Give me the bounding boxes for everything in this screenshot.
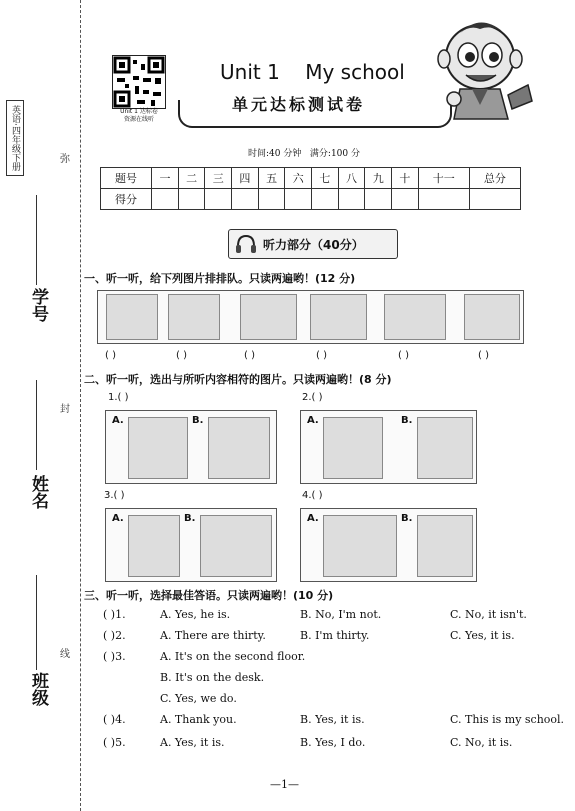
score-cell[interactable] <box>205 189 232 210</box>
q2-item-2-picture-a <box>323 417 383 479</box>
q3-item-1-option-a[interactable]: A. Yes, he is. <box>160 608 231 621</box>
score-cell[interactable] <box>232 189 259 210</box>
class-line[interactable] <box>36 575 37 670</box>
page-subtitle: 单元达标测试卷 <box>232 95 366 114</box>
q1-blank-2[interactable]: ( ) <box>176 350 187 361</box>
q3-item-1-option-b[interactable]: B. No, I'm not. <box>300 608 382 621</box>
score-cell[interactable] <box>365 189 392 210</box>
q2-item-1-option-a[interactable]: A. <box>112 415 124 426</box>
q3-item-2-option-c[interactable]: C. Yes, it is. <box>450 629 515 642</box>
q3-item-1-option-c[interactable]: C. No, it isn't. <box>450 608 527 621</box>
score-header-cell: 十一 <box>418 168 469 189</box>
q2-item-4-number[interactable]: 4.( ) <box>302 490 323 501</box>
q3-item-4-option-a[interactable]: A. Thank you. <box>160 713 237 726</box>
q2-item-1-number[interactable]: 1.( ) <box>108 392 129 403</box>
q2-item-1-picture-b <box>208 417 270 479</box>
page-number: —1— <box>270 778 299 791</box>
q2-item-2-option-a[interactable]: A. <box>307 415 319 426</box>
score-header-cell: 十 <box>392 168 419 189</box>
q3-heading: 三、听一听，选择最佳答语。只读两遍哟！(10 分) <box>84 589 334 602</box>
q2-item-3-pictures <box>105 508 277 582</box>
q2-item-2-pictures <box>300 410 477 484</box>
binding-strip <box>0 0 95 811</box>
student-id-line[interactable] <box>36 195 37 285</box>
score-cell[interactable] <box>285 189 312 210</box>
q2-item-4-picture-b <box>417 515 473 577</box>
q2-heading: 二、听一听，选出与所听内容相符的图片。只读两遍哟！(8 分) <box>84 373 392 386</box>
q3-item-4-number[interactable]: ( )4. <box>103 713 126 726</box>
table-row <box>101 168 521 189</box>
qr-note <box>108 108 170 124</box>
score-header-cell: 二 <box>178 168 205 189</box>
score-cell[interactable] <box>418 189 469 210</box>
q1-picture-5 <box>384 294 446 340</box>
q1-blank-4[interactable]: ( ) <box>316 350 327 361</box>
q2-item-3-picture-b <box>200 515 272 577</box>
q3-item-2-number[interactable]: ( )2. <box>103 629 126 642</box>
q2-item-4-pictures <box>300 508 477 582</box>
headphones-icon <box>235 234 257 254</box>
q3-item-2-option-a[interactable]: A. There are thirty. <box>160 629 266 642</box>
table-row <box>101 189 521 210</box>
q3-item-2-option-b[interactable]: B. I'm thirty. <box>300 629 370 642</box>
mascot-illustration <box>430 15 540 125</box>
q2-item-3-picture-a <box>128 515 180 577</box>
q1-blank-6[interactable]: ( ) <box>478 350 489 361</box>
q3-item-5-option-c[interactable]: C. No, it is. <box>450 736 513 749</box>
q2-item-2-option-b[interactable]: B. <box>401 415 413 426</box>
class-label: 班级 <box>28 672 48 706</box>
score-header-cell: 题号 <box>101 168 152 189</box>
q2-item-4-picture-a <box>323 515 397 577</box>
q2-item-1-picture-a <box>128 417 188 479</box>
q1-heading: 一、听一听，给下列图片排排队。只读两遍哟！(12 分) <box>84 272 356 285</box>
subject-tag: 英语·四年级下册 <box>6 100 24 176</box>
q1-blank-5[interactable]: ( ) <box>398 350 409 361</box>
q2-item-1-pictures <box>105 410 277 484</box>
score-row-label: 得分 <box>101 189 152 210</box>
qr-note-text: Unit 1 达标卷 资源在线听 <box>120 108 158 123</box>
q1-picture-2 <box>168 294 220 340</box>
score-cell[interactable] <box>312 189 339 210</box>
qr-code-icon <box>113 56 165 108</box>
student-id-label: 学号 <box>28 288 48 322</box>
score-cell[interactable] <box>469 189 520 210</box>
score-header-cell: 三 <box>205 168 232 189</box>
q1-blank-1[interactable]: ( ) <box>105 350 116 361</box>
section-banner-text: 听力部分（40分） <box>263 238 364 252</box>
seal-char-3: 线 <box>60 649 70 660</box>
score-cell[interactable] <box>258 189 285 210</box>
q3-item-3-option-b[interactable]: B. It's on the desk. <box>160 671 265 684</box>
q3-item-4-option-c[interactable]: C. This is my school. <box>450 713 565 726</box>
listening-section-banner <box>228 229 398 259</box>
q2-item-2-number[interactable]: 2.( ) <box>302 392 323 403</box>
q2-item-3-option-b[interactable]: B. <box>184 513 196 524</box>
name-line[interactable] <box>36 380 37 470</box>
score-header-cell: 四 <box>232 168 259 189</box>
q1-picture-strip <box>97 290 524 344</box>
q1-picture-1 <box>106 294 158 340</box>
exam-info: 时间:40 分钟 满分:100 分 <box>248 149 360 159</box>
q2-item-4-option-b[interactable]: B. <box>401 513 413 524</box>
score-cell[interactable] <box>178 189 205 210</box>
page-title: Unit 1 My school <box>220 60 405 84</box>
score-cell[interactable] <box>338 189 365 210</box>
score-header-cell: 总分 <box>469 168 520 189</box>
seal-char-1: 弥 <box>60 154 70 165</box>
q3-item-3-number[interactable]: ( )3. <box>103 650 126 663</box>
score-header-cell: 五 <box>258 168 285 189</box>
qr-code[interactable] <box>112 55 166 109</box>
q3-item-4-option-b[interactable]: B. Yes, it is. <box>300 713 365 726</box>
seal-dashed-line <box>80 0 81 811</box>
q1-picture-4 <box>310 294 367 340</box>
q3-item-5-option-b[interactable]: B. Yes, I do. <box>300 736 366 749</box>
q3-item-5-option-a[interactable]: A. Yes, it is. <box>160 736 225 749</box>
q2-item-4-option-a[interactable]: A. <box>307 513 319 524</box>
score-header-cell: 一 <box>152 168 179 189</box>
name-label: 姓名 <box>28 475 48 509</box>
score-cell[interactable] <box>152 189 179 210</box>
mascot-icon <box>430 15 540 125</box>
score-header-cell: 八 <box>338 168 365 189</box>
q3-item-3-option-a[interactable]: A. It's on the second floor. <box>160 650 306 663</box>
score-header-cell: 九 <box>365 168 392 189</box>
q2-item-3-option-a[interactable]: A. <box>112 513 124 524</box>
q1-picture-3 <box>240 294 297 340</box>
q1-picture-6 <box>464 294 520 340</box>
score-header-cell: 六 <box>285 168 312 189</box>
q3-item-5-number[interactable]: ( )5. <box>103 736 126 749</box>
seal-char-2: 封 <box>60 404 70 415</box>
score-cell[interactable] <box>392 189 419 210</box>
score-table <box>100 167 521 210</box>
q2-item-2-picture-b <box>417 417 473 479</box>
q2-item-3-number[interactable]: 3.( ) <box>104 490 125 501</box>
q3-item-1-number[interactable]: ( )1. <box>103 608 126 621</box>
q3-item-3-option-c[interactable]: C. Yes, we do. <box>160 692 237 705</box>
score-header-cell: 七 <box>312 168 339 189</box>
q1-blank-3[interactable]: ( ) <box>244 350 255 361</box>
q2-item-1-option-b[interactable]: B. <box>192 415 204 426</box>
